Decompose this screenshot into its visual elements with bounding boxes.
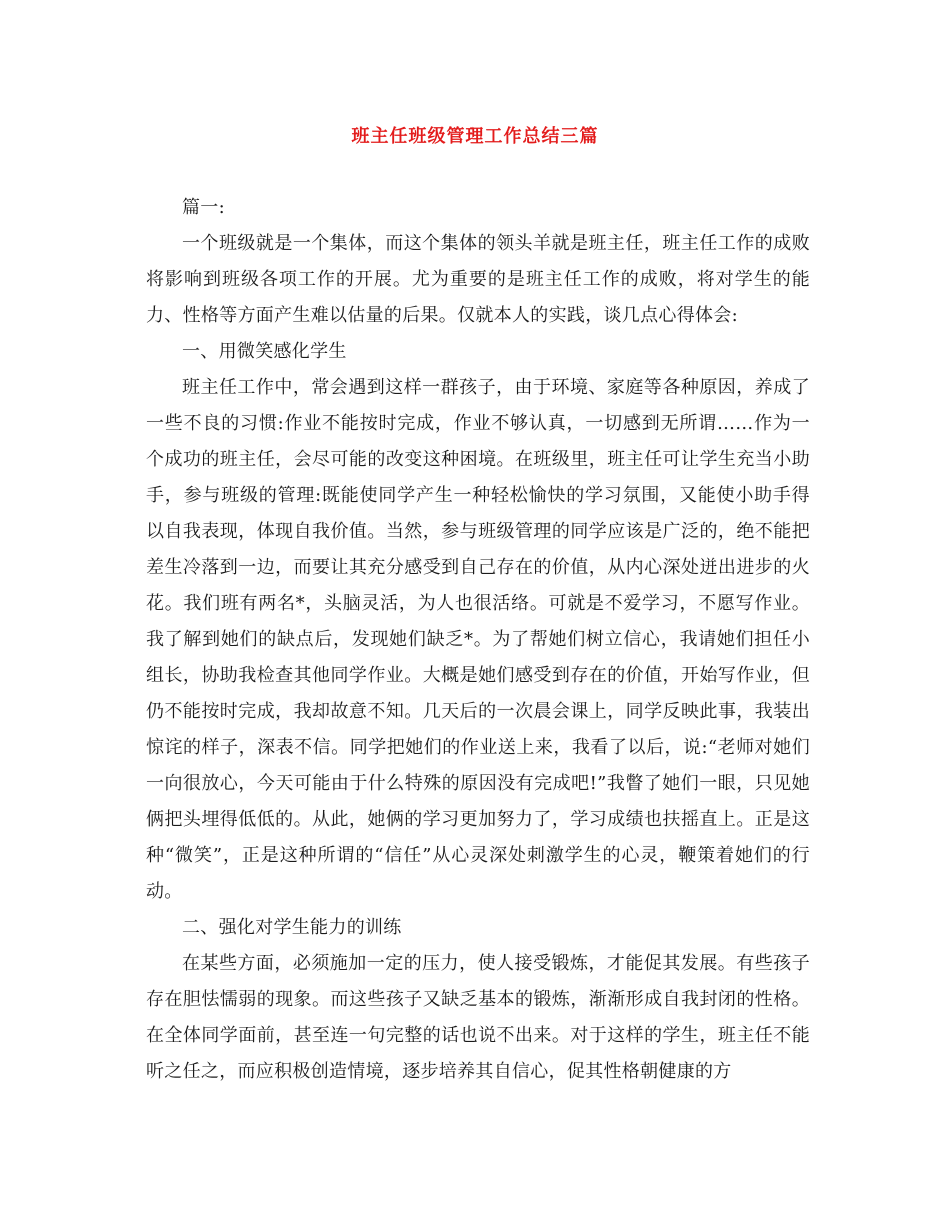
document-title: 班主任班级管理工作总结三篇 — [351, 126, 599, 147]
paragraph-introduction: 一个班级就是一个集体，而这个集体的领头羊就是班主任，班主任工作的成败将影响到班级各项工作的开展。尤为重要的是班主任工作的成败，将对学生的能力、性格等方面产生难以估量的后果。仅就本人的实践，谈几点心得体会: — [146, 233, 810, 326]
heading-ability-training: 二、强化对学生能力的训练 — [182, 917, 402, 938]
paragraph-section-label: 篇一: — [182, 197, 225, 218]
paragraph-smile-story: 班主任工作中，常会遇到这样一群孩子，由于环境、家庭等各种原因，养成了一些不良的习惯:作业不能按时完成，作业不够认真，一切感到无所谓……作为一个成功的班主任，会尽可能的改变这种困境。在班级里，班主任可让学生充当小助手，参与班级的管理:既能使同学产生一种轻松愉快的学习氛围，又能使小助手得以自我表现，体现自我价值。当然，参与班级管理的同学应该是广泛的，绝不能把差生冷落到一边，而要让其充分感受到自己存在的价值，从内心深处迸出进步的火花。我们班有两名*，头脑灵活，为人也很活络。可就是不爱学习，不愿写作业。我了解到她们的缺点后，发现她们缺乏*。为了帮她们树立信心，我请她们担任小组长，协助我检查其他同学作业。大概是她们感受到存在的价值，开始写作业，但仍不能按时完成，我却故意不知。几天后的一次晨会课上，同学反映此事，我装出惊诧的样子，深表不信。同学把她们的作业送上来，我看了以后，说:“老师对她们一向很放心，今天可能由于什么特殊的原因没有完成吧!”我瞥了她们一眼，只见她俩把头埋得低低的。从此，她俩的学习更加努力了，学习成绩也扶摇直上。正是这种“微笑”，正是这种所谓的“信任”从心灵深处刺激学生的心灵，鞭策着她们的行动。 — [146, 377, 810, 902]
heading-smile: 一、用微笑感化学生 — [182, 341, 347, 362]
paragraph-ability-training: 在某些方面，必须施加一定的压力，使人接受锻炼，才能促其发展。有些孩子存在胆怯懦弱的现象。而这些孩子又缺乏基本的锻炼，渐渐形成自我封闭的性格。在全体同学面前，甚至连一句完整的话也说不出来。对于这样的学生，班主任不能听之任之，而应积极创造情境，逐步培养其自信心，促其性格朝健康的方 — [146, 953, 810, 1082]
document-body — [146, 190, 810, 1090]
